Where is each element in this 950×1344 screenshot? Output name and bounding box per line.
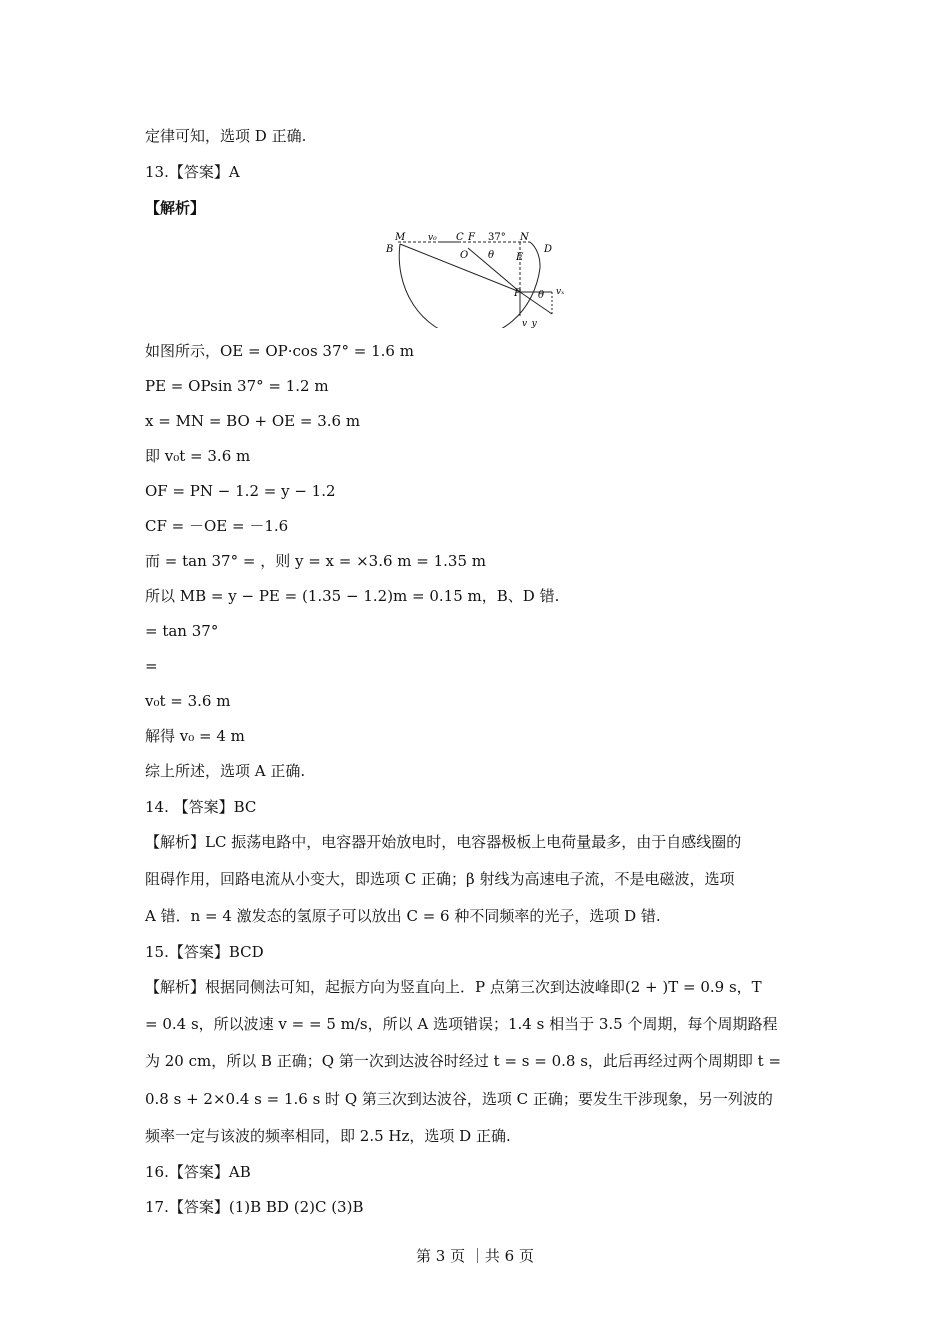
- analysis-14-line-1: 【解析】LC 振荡电路中，电容器开始放电时，电容器极板上电荷量最多，由于自感线圈的: [145, 833, 742, 851]
- solution-line-10: =: [145, 657, 158, 675]
- solution-line-9: = tan 37°: [145, 622, 219, 640]
- solution-line-11: v₀t = 3.6 m: [145, 692, 231, 710]
- solution-line-1: 如图所示，OE = OP·cos 37° = 1.6 m: [145, 342, 414, 360]
- solution-line-4: 即 v₀t = 3.6 m: [145, 447, 251, 465]
- solution-line-8: 所以 MB = y − PE = (1.35 − 1.2)m = 0.15 m，B、D 错.: [145, 587, 560, 605]
- label-O: O: [460, 250, 469, 261]
- solution-line-13: 综上所述，选项 A 正确.: [145, 762, 306, 780]
- label-D: D: [544, 244, 553, 255]
- label-angle: 37°: [488, 232, 506, 243]
- text-line-1: 定律可知，选项 D 正确.: [145, 127, 307, 145]
- label-N: N: [520, 232, 529, 243]
- analysis-14-line-3: A 错．n = 4 激发态的氢原子可以放出 C = 6 种不同频率的光子，选项 D 错.: [145, 907, 661, 925]
- solution-line-6: CF = －OE = －1.6: [145, 517, 289, 535]
- v-arrow: [520, 292, 552, 314]
- bowl-right-arc: [530, 242, 540, 268]
- solution-line-12: 解得 v₀ = 4 m: [145, 727, 245, 745]
- answer-16: 16.【答案】AB: [145, 1163, 251, 1181]
- answer-15: 15.【答案】BCD: [145, 943, 264, 961]
- label-F: F: [468, 232, 475, 243]
- analysis-15-line-4: 0.8 s + 2×0.4 s = 1.6 s 时 Q 第三次到达波谷，选项 C 正确；要发生干涉现象，另一列波的: [145, 1090, 773, 1108]
- projectile-diagram: [380, 228, 580, 328]
- label-vx: vₓ: [556, 287, 565, 297]
- solution-line-2: PE = OPsin 37° = 1.2 m: [145, 377, 329, 395]
- label-E: E: [516, 252, 524, 263]
- answer-13: 13.【答案】A: [145, 163, 240, 181]
- solution-line-3: x = MN = BO + OE = 3.6 m: [145, 412, 361, 430]
- solution-line-5: OF = PN − 1.2 = y − 1.2: [145, 482, 336, 500]
- label-vy: v_y: [522, 319, 537, 328]
- label-P: P: [514, 288, 521, 299]
- analysis-15-line-1: 【解析】根据同侧法可知，起振方向为竖直向上．P 点第三次到达波峰即(2 + )T = 0.9 s，T: [145, 978, 762, 996]
- analysis-13-heading: 【解析】: [145, 199, 206, 217]
- analysis-15-line-2: = 0.4 s，所以波速 v = = 5 m/s，所以 A 选项错误；1.4 s 相当于 3.5 个周期，每个周期路程: [145, 1015, 778, 1033]
- label-M: M: [395, 232, 406, 243]
- page-footer: 第 3 页 ｜共 6 页: [416, 1247, 534, 1265]
- answer-17: 17.【答案】(1)B BD (2)C (3)B: [145, 1198, 364, 1216]
- label-C: C: [456, 232, 464, 243]
- analysis-15-line-3: 为 20 cm，所以 B 正确；Q 第一次到达波谷时经过 t = s = 0.8 s，此后再经过两个周期即 t =: [145, 1052, 782, 1070]
- label-theta-2: θ: [538, 290, 545, 301]
- label-v0: v₀: [428, 233, 437, 243]
- answer-14: 14. 【答案】BC: [145, 798, 257, 816]
- solution-line-7: 而 = tan 37° = ，则 y = x = ×3.6 m = 1.35 m: [145, 552, 487, 570]
- analysis-15-line-5: 频率一定与该波的频率相同，即 2.5 Hz，选项 D 正确.: [145, 1127, 511, 1145]
- label-B: B: [386, 244, 394, 255]
- analysis-14-line-2: 阻碍作用，回路电流从小变大，即选项 C 正确；β 射线为高速电子流，不是电磁波，选项: [145, 870, 735, 888]
- label-theta-1: θ: [488, 250, 495, 261]
